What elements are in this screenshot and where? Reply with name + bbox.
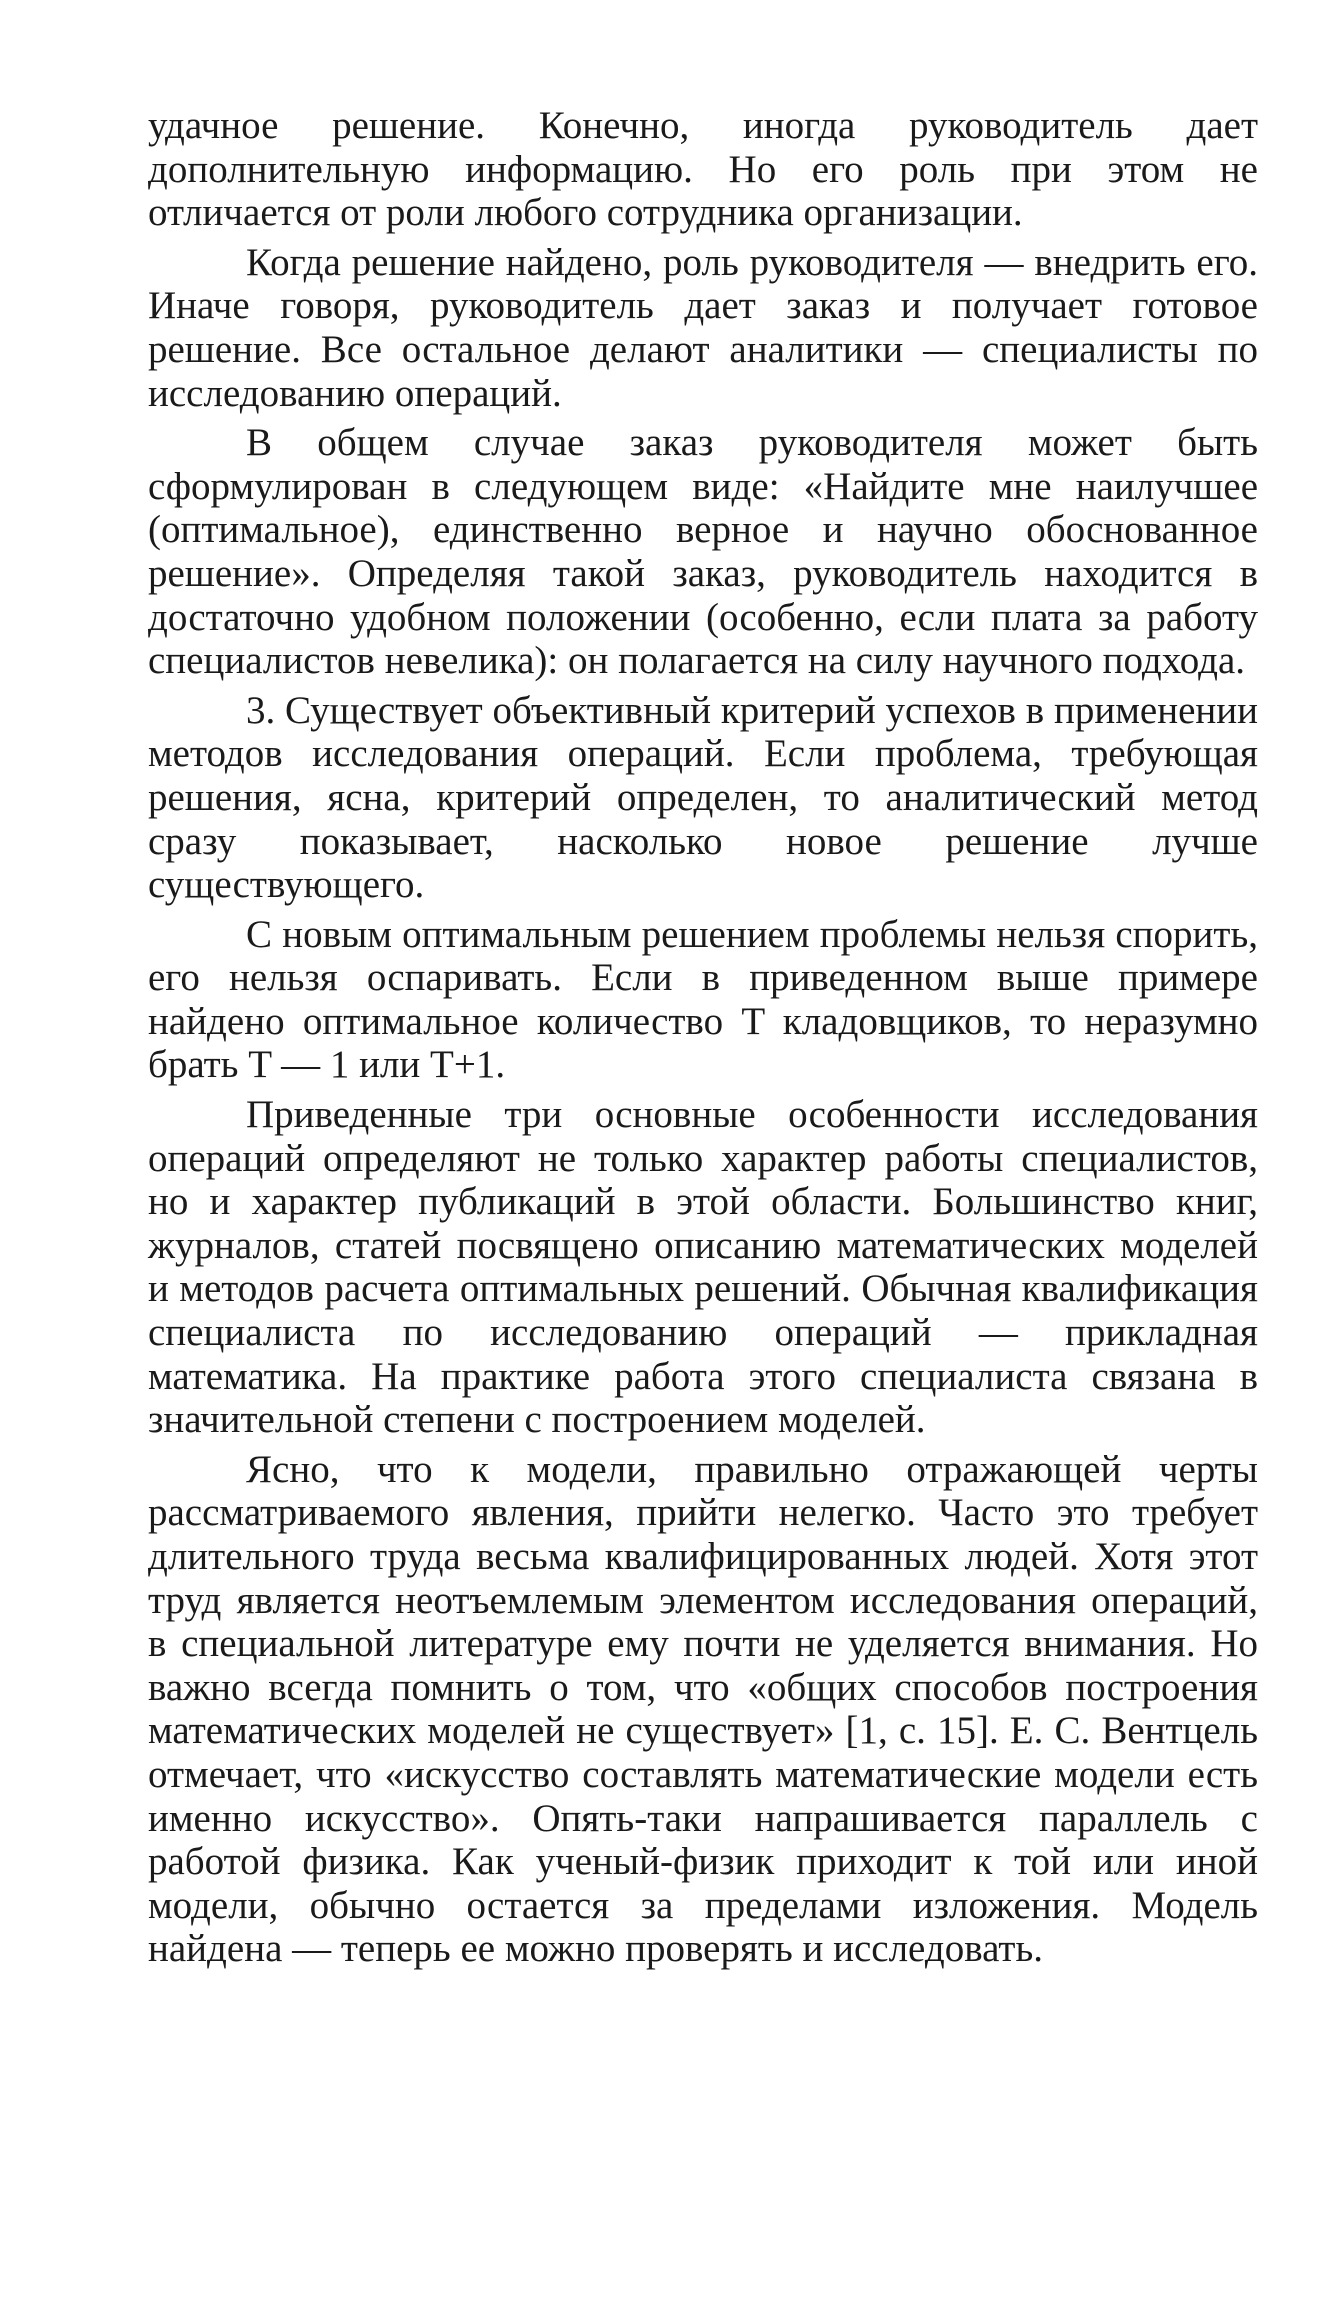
paragraph-order-formulation: В общем случае заказ руководителя может быть сформулирован в следующем виде: «Найдите мне наилучшее (оптимальное), единственно верное и научно обоснованное решение». Определяя такой заказ, руководитель находится в достаточно удобном положении (особенно, если плата за работу специалистов невелика): он полагается на силу научного подхода.: [148, 421, 1258, 683]
paragraph-optimal-solution: С новым оптимальным решением проблемы нельзя спорить, его нельзя оспаривать. Если в приведенном выше примере найдено оптимальное количество T кладовщиков, то неразумно брать T — 1 или T+1.: [148, 912, 1258, 1087]
paragraph-continuation: удачное решение. Конечно, иногда руководитель дает дополнительную информацию. Но его роль при этом не отличается от роли любого сотрудника организации.: [148, 104, 1258, 235]
document-page: [148, 104, 1258, 1977]
paragraph-manager-role: Когда решение найдено, роль руководителя — внедрить его. Иначе говоря, руководитель дает заказ и получает готовое решение. Все остальное делают аналитики — специалисты по исследованию операций.: [148, 240, 1258, 415]
paragraph-publications: Приведенные три основные особенности исследования операций определяют не только характер работы специалистов, но и характер публикаций в этой области. Большинство книг, журналов, статей посвящено описанию математических моделей и методов расчета оптимальных решений. Обычная квалификация специалиста по исследованию операций — прикладная математика. На практике работа этого специалиста связана в значительной степени с построением моделей.: [148, 1093, 1258, 1442]
paragraph-objective-criterion: 3. Существует объективный критерий успехов в применении методов исследования операций. Если проблема, требующая решения, ясна, критерий определен, то аналитический метод сразу показывает, насколько новое решение лучше существующего.: [148, 688, 1258, 907]
paragraph-modeling: Ясно, что к модели, правильно отражающей черты рассматриваемого явления, прийти нелегко. Часто это требует длительного труда весьма квалифицированных людей. Хотя этот труд является неотъемлемым элементом исследования операций, в специальной литературе ему почти не уделяется внимания. Но важно всегда помнить о том, что «общих способов построения математических моделей не существует» [1, с. 15]. Е. С. Вентцель отмечает, что «искусство составлять математические модели есть именно искусство». Опять-таки напрашивается параллель с работой физика. Как ученый-физик приходит к той или иной модели, обычно остается за пределами изложения. Модель найдена — теперь ее можно проверять и исследовать.: [148, 1447, 1258, 1971]
